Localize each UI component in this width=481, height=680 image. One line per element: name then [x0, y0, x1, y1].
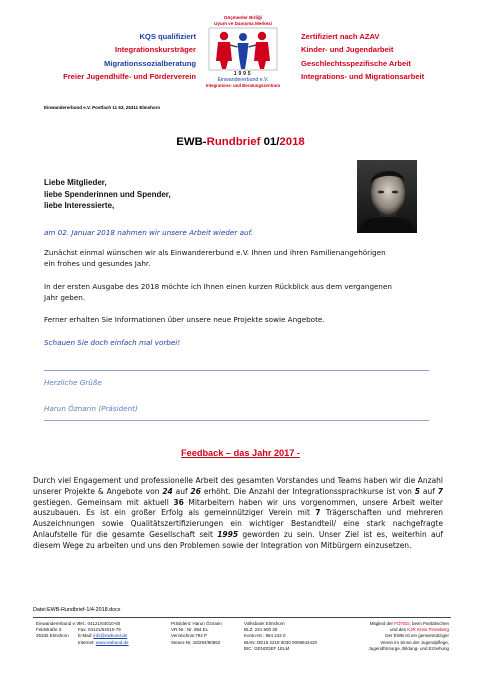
projects-before: 24	[162, 486, 173, 496]
footer-president: Präsident: Harun Öznarin	[171, 621, 222, 626]
divider	[44, 370, 429, 371]
logo-year: 1995	[233, 71, 253, 78]
footer-email-link[interactable]: info@ewbund.de	[93, 633, 128, 639]
footer-account: Konto-Nr.: 864 242 0	[244, 633, 286, 639]
feedback-paragraph	[33, 476, 443, 552]
closing-greeting: Herzliche Grüße	[44, 378, 102, 387]
footer-tax-number: Steuer-Nr.:18/294/80652	[171, 639, 221, 645]
footer-foeted: FÖTED	[394, 621, 410, 626]
divider	[44, 420, 429, 421]
greeting-line: Liebe Mitglieder,	[44, 178, 107, 187]
footer-member-text: , beim Paritätischen	[409, 621, 449, 626]
paragraph-new-year-wishes: Zunächst einmal wünschen wir als Einwandererbund e.V. Ihnen und ihren Familienangehörigen ein frohes und gesundes Jahr.	[44, 248, 386, 268]
feedback-section-title: Feedback – das Jahr 2017 -	[181, 448, 300, 458]
feedback-text: Durch viel Engagement und professionelle Arbeit des gesamten Vorstandes und Teams haben wir die Anzahl unserer Projekte & Angebote von	[33, 476, 443, 496]
greeting-line: liebe Spenderinnen und Spender,	[44, 189, 171, 199]
credential-integration-course: Integrationskursträger	[114, 45, 196, 55]
footer-directory: Verzeichnis:794 P	[171, 633, 208, 639]
credential-youth-association: Freier Jugendhilfe- und Förderverein	[63, 72, 196, 82]
feedback-text: erhöht. Die Anzahl der Integrationssprachkurse ist von	[200, 486, 415, 496]
closing-signature: Harun Öznarin (Präsident)	[44, 404, 138, 413]
courses-after: 7	[437, 486, 443, 496]
title-year: 2018	[279, 136, 305, 148]
file-name: Datei:EWB-Rundbrief-1/4-2018.docx	[33, 607, 121, 613]
paragraph-visit-invite: Schauen Sie doch einfach mal vorbei!	[44, 338, 181, 347]
title-rundbrief: Rundbrief	[206, 136, 261, 148]
credential-kqs: KQS qualifiziert	[139, 32, 196, 41]
logo-figures-icon	[207, 27, 279, 71]
ewb-logo	[198, 15, 288, 107]
footer-email-label: E-Mail:	[78, 633, 93, 639]
credential-gender-work: Geschlechtsspezifische Arbeit	[301, 58, 411, 68]
footer-street: Feldstraße 3	[36, 627, 62, 633]
footer-divider	[33, 617, 451, 618]
president-portrait	[357, 160, 417, 233]
footer-phone: Tel.: 04121/64010-60	[78, 621, 121, 626]
feedback-text: gestiegen. Gemeinsam mit aktuell	[33, 497, 174, 507]
logo-org-subtitle: Integrations- und Beratungszentrum	[205, 83, 281, 89]
footer-fax: Fax: 04121/64010-79	[78, 627, 121, 633]
footer-nonprofit-line: Jugendfürsorge, Bildung- und Erziehung	[368, 645, 449, 651]
courses-before: 5	[414, 486, 421, 496]
title-prefix: EWB-	[176, 136, 207, 148]
logo-top-line-1: Göçmenler Birliği	[223, 15, 263, 20]
header-right-credentials	[301, 30, 424, 84]
credential-migration-advice: Migrationssozialberatung	[104, 58, 196, 68]
footer-nonprofit-line: Der EWB ist ein gemeinnütziger	[385, 633, 449, 639]
founding-year: 1995	[217, 529, 239, 539]
credential-youth-work: Kinder- und Jugendarbeit	[301, 45, 394, 55]
footer-org: Einwandererbund e.V.	[36, 621, 81, 626]
credential-azav: Zertifiziert nach AZAV	[301, 32, 380, 41]
footer-blz: BLZ: 221 900 30	[244, 627, 278, 633]
sponsorship-count: 7	[315, 508, 321, 518]
footer-bank	[244, 621, 317, 652]
footer-city: 25335 Elmshorn	[36, 633, 69, 639]
header-left-credentials	[63, 30, 196, 84]
feedback-text: auf	[172, 486, 191, 496]
title-issue: 01/	[260, 136, 280, 148]
footer-member-text: Mitglied der	[369, 621, 395, 626]
feedback-text: geworden zu sein. Unser Ziel ist es, weiterhin auf diesem Wege zu arbeiten und uns den Problemen sowie der Integration von Mitbürgern einzusetzen.	[33, 529, 443, 550]
footer-address	[36, 621, 80, 640]
footer-register-number: VR-Nr.: Nr. 994 EL	[171, 627, 209, 633]
feedback-text: Trägerschaften und mehreren Auszeichnungen sowie Qualitätszertifizierungen ein wichtiger Bestandteil/ eine stark nachgefragte Anlaufstelle für die gesamte Gesellschaft seit	[33, 508, 443, 539]
footer-iban: IBAN: DE16 2219 0030 0008642420	[244, 639, 318, 645]
page-title	[0, 136, 481, 148]
staff-count: 36	[173, 497, 184, 507]
footer-nonprofit-line: Verein im Sinne der Jugendpflege,	[380, 639, 449, 645]
logo-top-line-2: Uyum ve Danışma Merkezi	[214, 20, 272, 26]
footer-member-text: und des	[389, 627, 408, 633]
footer-membership	[368, 621, 449, 652]
footer-internet-label: Internet:	[78, 639, 95, 645]
feedback-text: auf	[420, 486, 438, 496]
letter-greeting	[44, 177, 374, 212]
paragraph-work-resumed: am 02. Januar 2018 nahmen wir unsere Arbeit wieder auf.	[44, 228, 254, 237]
feedback-text: Mitarbeitern haben wir uns vorgenommen, unsere Arbeit weiter auszubauen. Es ist ein großer Erfolg als gemeinnütziger Verein mit	[33, 497, 443, 518]
footer-bic: BIC: GENODEF 1ELM	[244, 645, 290, 651]
logo-org-name: Einwandererbund e.V.	[217, 77, 269, 84]
footer-kjr: KJR Kreis Pinneberg	[407, 627, 449, 633]
greeting-line: liebe Interessierte,	[44, 201, 115, 210]
projects-after: 26	[190, 486, 201, 496]
sender-address-line: Einwandererbund e.V. Postfach 11 63, 25311 Elmshorn	[44, 105, 161, 110]
footer-bank-name: Volksbank Elmshorn	[244, 621, 285, 626]
paragraph-review-intro: In der ersten Ausgabe des 2018 möchte ich Ihnen einen kurzen Rückblick aus dem vergangenen Jahr geben.	[44, 282, 392, 302]
footer-website-link[interactable]: www.ewbund.de	[95, 639, 129, 645]
paragraph-new-projects: Ferner erhalten Sie Informationen über unsere neue Projekte sowie Angebote.	[44, 315, 325, 324]
footer-contact	[78, 621, 129, 646]
credential-integration-work: Integrations- und Migrationsarbeit	[301, 72, 425, 82]
footer-registration	[171, 621, 222, 646]
